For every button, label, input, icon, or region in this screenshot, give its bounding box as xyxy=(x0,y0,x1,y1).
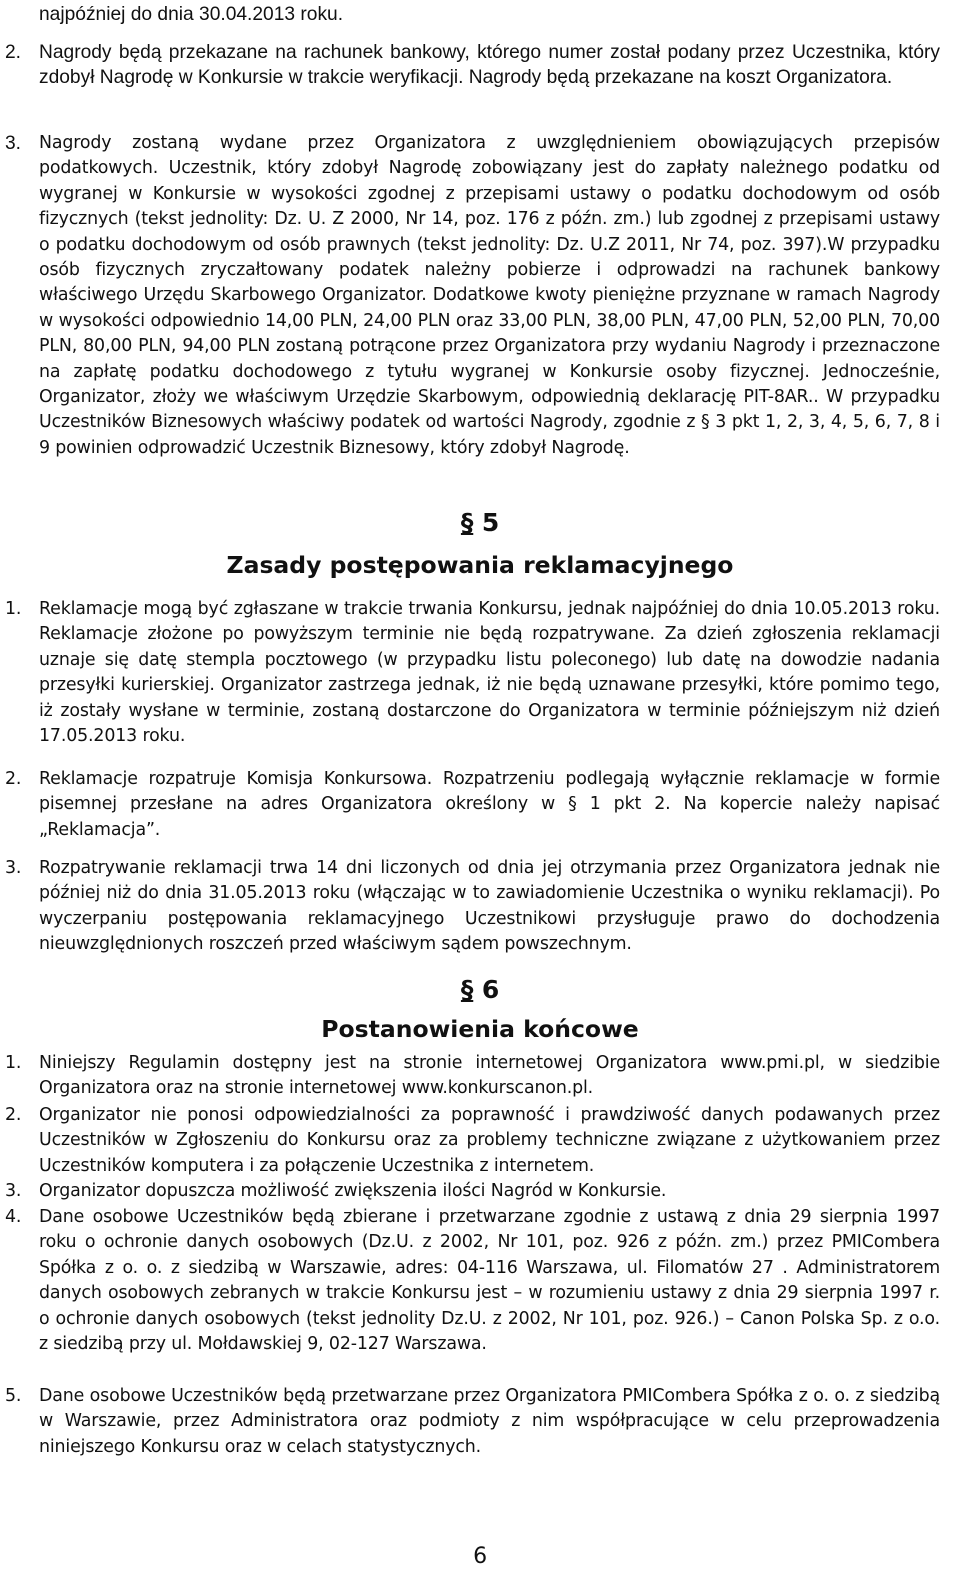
item-text: Rozpatrywanie reklamacji trwa 14 dni liczonych od dnia jej otrzymania przez Organizatora jednak nie później niż do dnia 31.05.2013 roku (włączając w to zawiadomienie Uczestnika o wyniku reklamacji). Po wyczerpaniu postępowania reklamacyjnego Uczestnikowi przysługuje prawo do dochodzenia nieuwzględnionych roszczeń przed właściwym sądem powszechnym. xyxy=(39,858,940,955)
section-number: 5 xyxy=(481,508,500,537)
item-text: Dane osobowe Uczestników będą zbierane i przetwarzane zgodnie z ustawą z dnia 29 sierpnia 1997 roku o ochronie danych osobowych (Dz.U. z 2002, Nr 101, poz. 926 z późn. zm.) przez PMICombera Spółka z o. o. z siedzibą w Warszawie, adres: 04-116 Warszawa, ul. Filomatów 27 . Administratorem danych osobowych zebranych w trakcie Konkursu jest – w rozumieniu ustawy z dnia 29 sierpnia 1997 r. o ochronie danych osobowych (tekst jednolity Dz.U. z 2002, Nr 101, poz. 926.) – Canon Polska Sp. z o.o. z siedzibą przy ul. Mołdawskiej 9, 02-127 Warszawa. xyxy=(39,1207,940,1355)
section-5-title: Zasady postępowania reklamacyjnego xyxy=(226,551,734,579)
item-text: Nagrody będą przekazane na rachunek bankowy, którego numer został podany przez Uczestnika, który zdobył Nagrodę w Konkursie w trakcie weryfikacji. Nagrody będą przekazane na koszt Organizatora. xyxy=(39,42,940,89)
item-number: 5. xyxy=(5,1386,22,1406)
item-text: Dane osobowe Uczestników będą przetwarzane przez Organizatora PMICombera Spółka z o. o. z siedzibą w Warszawie, przez Administratora oraz podmioty z nim współpracujące w celu przeprowadzenia niniejszego Konkursu oraz w celach statystycznych. xyxy=(39,1386,940,1457)
sec6-item-1 xyxy=(5,1051,940,1102)
sec6-item-2 xyxy=(5,1103,940,1179)
sec6-item-3 xyxy=(5,1179,940,1204)
sec5-item-2 xyxy=(5,767,940,843)
paragraph-sign: § xyxy=(460,975,474,1004)
sec4-item-3 xyxy=(5,131,940,461)
item-number: 4. xyxy=(5,1207,22,1227)
section-5-sign xyxy=(0,510,960,535)
item-number: 3. xyxy=(5,858,22,878)
item-number: 1. xyxy=(5,1053,22,1073)
sec5-item-1 xyxy=(5,597,940,749)
item-number: 2. xyxy=(5,42,22,63)
item-text: Organizator dopuszcza możliwość zwiększenia ilości Nagród w Konkursie. xyxy=(39,1181,667,1201)
item-number: 2. xyxy=(5,1105,22,1125)
page-number: 6 xyxy=(473,1544,487,1569)
item-text-a: Nagrody zostaną wydane przez Organizatora z uwzględnieniem obowiązujących przepisów podatkowych. xyxy=(39,133,940,179)
item-text: Organizator nie ponosi odpowiedzialności za poprawność i prawdziwość danych podawanych przez Uczestników w Zgłoszeniu do Konkursu oraz za problemy techniczne związane z użytkowaniem przez Uczestników komputera i za połączenie Uczestnika z internetem. xyxy=(39,1105,940,1176)
sec6-item-5 xyxy=(5,1384,940,1460)
item-text: Niniejszy Regulamin dostępny jest na stronie internetowej Organizatora www.pmi.pl, w siedzibie Organizatora oraz na stronie internetowej www.konkurscanon.pl. xyxy=(39,1053,940,1099)
item-number: 2. xyxy=(5,769,22,789)
sec5-item-3 xyxy=(5,856,940,958)
item-text-b: Uczestnik, który zdobył Nagrodę zobowiązany jest do zapłaty należnego podatku od wygranej w Konkursie w wysokości zgodnej z przepisami ustawy o podatku dochodowym od osób fizycznych (tekst jednolity: Dz. U. Z 2000, Nr 14, poz. 176 z późn. zm.) lub zgodnej z przepisami ustawy o podatku dochodowym od osób prawnych (tekst jednolity: Dz. U.Z 2011, Nr 74, poz. 397). xyxy=(39,158,940,255)
section-6-sign xyxy=(0,977,960,1002)
item-number: 3. xyxy=(5,133,22,154)
section-number: 6 xyxy=(481,975,500,1004)
item-number: 3. xyxy=(5,1181,22,1201)
section-6-title: Postanowienia końcowe xyxy=(321,1015,639,1043)
item-text: Reklamacje rozpatruje Komisja Konkursowa. Rozpatrzeniu podlegają wyłącznie reklamacje w formie pisemnej przesłane na adres Organizatora określony w § 1 pkt 2. Na kopercie należy napisać „Reklamacja”. xyxy=(39,769,940,840)
item-text: Reklamacje mogą być zgłaszane w trakcie trwania Konkursu, jednak najpóźniej do dnia 10.05.2013 roku. Reklamacje złożone po powyższym terminie nie będą rozpatrywane. Za dzień zgłoszenia reklamacji uznaje się datę stempla pocztowego (w przypadku listu poleconego) lub datę na dowodzie nadania przesyłki kurierskiej. Organizator zastrzega jednak, iż nie będą uznawane przesyłki, które pomimo tego, iż zostały wysłane w terminie, zostaną dostarczone do Organizatora w terminie późniejszym niż dzień 17.05.2013 roku. xyxy=(39,599,940,747)
sec4-item-2 xyxy=(5,40,940,91)
top-line: najpóźniej do dnia 30.04.2013 roku. xyxy=(39,4,344,25)
sec6-item-4 xyxy=(5,1205,940,1357)
item-text-c: W przypadku osób fizycznych zryczałtowany podatek należny pobierze i odprowadzi na rachunek bankowy właściwego Urzędu Skarbowego Organizator. Dodatkowe kwoty pieniężne przyznane w ramach Nagrody w wysokości odpowiednio 14,00 PLN, 24,00 PLN oraz 33,00 PLN, 38,00 PLN, 47,00 PLN, 52,00 PLN, 70,00 PLN, 80,00 PLN, 94,00 PLN zostaną potrącone przez Organizatora przy wydaniu Nagrody i przeznaczone na zapłatę podatku dochodowego z tytułu wygranej w Konkursie osoby fizycznej. Jednocześnie, Organizator, złoży we właściwym Urzędzie Skarbowym, odpowiednią deklarację PIT-8AR.. W przypadku Uczestników Biznesowych właściwy podatek od wartości Nagrody, zgodnie z § 3 pkt 1, 2, 3, 4, 5, 6, 7, 8 i 9 powinien odprowadzić Uczestnik Biznesowy, który zdobył Nagrodę. xyxy=(39,234,940,458)
paragraph-sign: § xyxy=(460,508,474,537)
item-number: 1. xyxy=(5,599,22,619)
